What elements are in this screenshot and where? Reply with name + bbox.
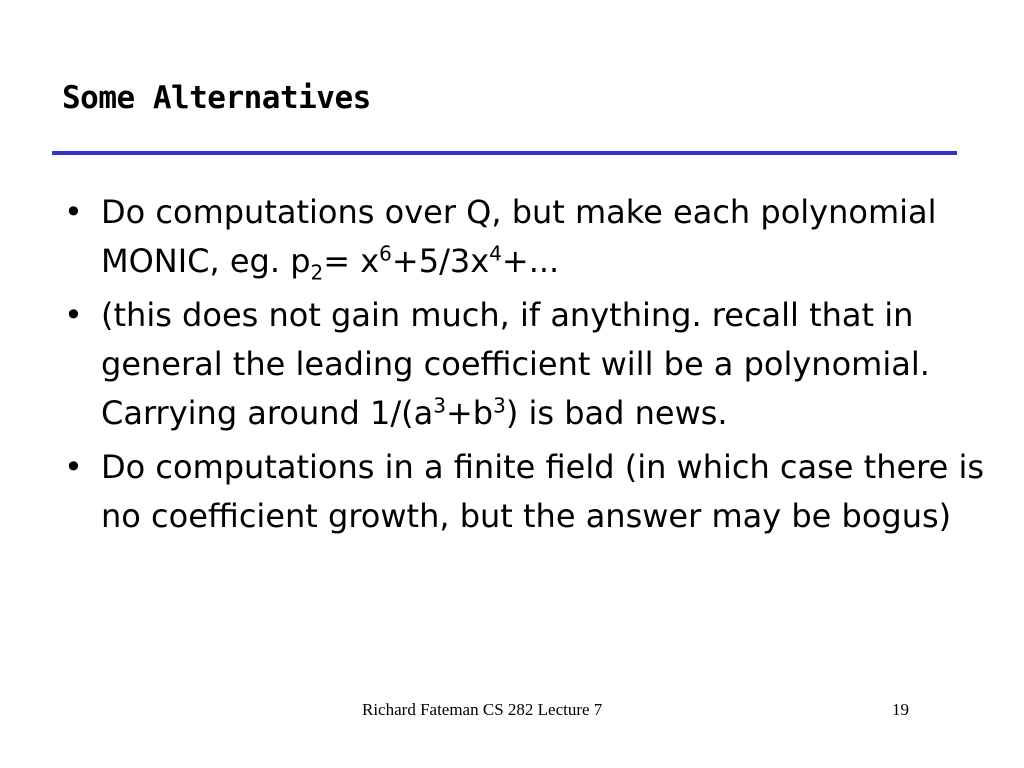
bullet-marker: • xyxy=(64,193,83,231)
bullet-item-1 xyxy=(60,188,990,286)
bullet-text-segment: +b xyxy=(445,394,494,432)
bullet-item-3 xyxy=(60,443,990,541)
superscript: 3 xyxy=(493,393,506,418)
page-number: 19 xyxy=(892,700,909,719)
superscript: 6 xyxy=(379,241,392,266)
bullet-text-segment: ) is bad news. xyxy=(505,394,728,432)
superscript: 3 xyxy=(433,393,446,418)
bullet-text-segment: (this does not gain much, if anything. recall that in general the leading coefficient will be a polynomial. Carrying around 1/(a xyxy=(101,296,930,432)
bullet-text-segment: Do computations over Q, but make each polynomial MONIC, eg. p xyxy=(101,193,937,280)
bullet-marker: • xyxy=(64,296,83,334)
bullet-marker: • xyxy=(64,448,83,486)
bullet-item-2 xyxy=(60,291,990,438)
bullet-list xyxy=(60,188,990,546)
superscript: 4 xyxy=(489,241,502,266)
bullet-text-segment: Do computations in a finite field (in which case there is no coefficient growth, but the answer may be bogus) xyxy=(101,448,985,535)
subscript: 2 xyxy=(310,260,324,285)
title-underline xyxy=(52,151,957,155)
bullet-text-segment: +5/3x xyxy=(391,242,490,280)
slide-title: Some Alternatives xyxy=(62,80,371,116)
footer-course-info: Richard Fateman CS 282 Lecture 7 xyxy=(362,700,603,719)
bullet-text-segment: +... xyxy=(501,242,560,280)
bullet-text-segment: = x xyxy=(323,242,380,280)
